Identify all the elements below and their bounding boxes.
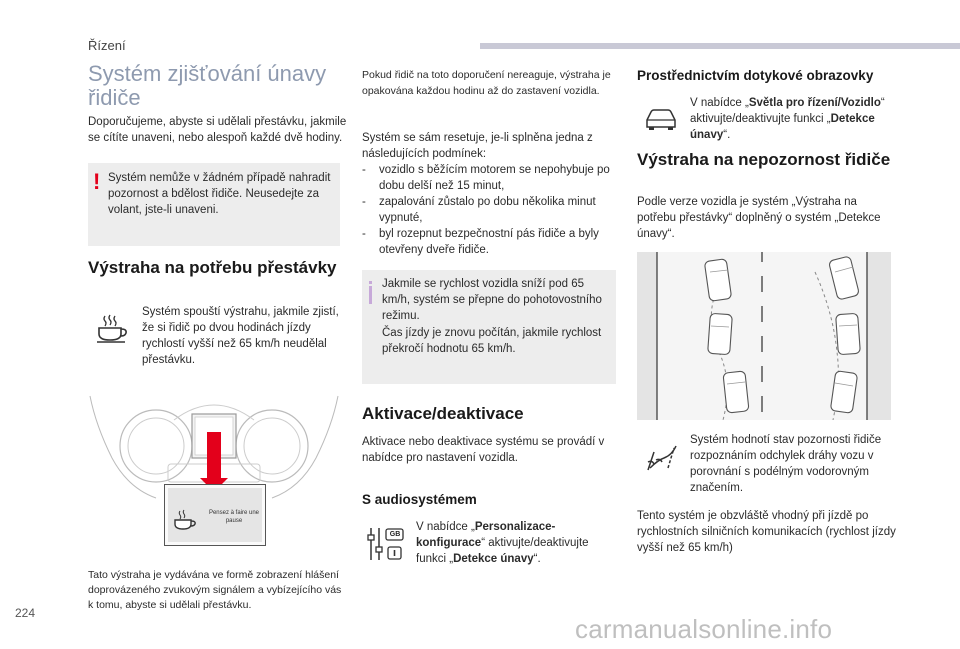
audio-menu-name: Personalizace-konfigurace <box>416 521 556 549</box>
coffee-cup-icon <box>96 312 130 349</box>
section-header: Řízení <box>88 38 126 53</box>
reset-intro: Systém se sám resetuje, je-li splněna jedna z následujících podmínek: <box>362 132 593 160</box>
audio-settings-icon <box>366 525 406 568</box>
vehicle-icon <box>644 106 678 137</box>
gb-badge: GB <box>389 531 401 538</box>
warning-box <box>88 163 340 246</box>
page-title: Systém zjišťování únavy řidiče <box>88 61 327 110</box>
list-item: - vozidlo s běžícím motorem se nepohybuje po dobu delší než 15 minut, <box>362 162 618 194</box>
activation-heading: Aktivace/deaktivace <box>362 404 524 423</box>
display-message-panel <box>164 484 266 546</box>
attention-text: Podle verze vozidla je systém „Výstraha na potřebu přestávky“ doplněný o systém „Detekce únavy“. <box>637 196 881 240</box>
break-heading: Výstraha na potřebu přestávky <box>88 258 337 277</box>
touchscreen-instructions: V nabídce „Světla pro řízení/Vozidlo“ aktivujte/deaktivujte funkci „Detekce únavy“. <box>690 97 885 141</box>
info-icon <box>369 286 372 304</box>
break-text: Systém spouští výstrahu, jakmile zjistí, že si řidič po dvou hodinách jízdy rychlostí vyšší než 65 km/h neudělal přestávku. <box>142 306 339 366</box>
display-message-text: Pensez à faire une pause <box>208 510 260 524</box>
lane-departure-illustration <box>637 252 891 420</box>
warning-text: Systém nemůže v žádném případě nahradit pozornost a bdělost řidiče. Neusedejte za volant, jste-li unaveni. <box>108 172 331 216</box>
audio-heading: S audiosystémem <box>362 492 477 507</box>
info-icon-dot <box>369 281 372 284</box>
warning-icon: ! <box>93 169 101 194</box>
info-text-2: Čas jízdy je znovu počítán, jakmile rychlost překročí hodnotu 65 km/h. <box>382 327 602 355</box>
page-number: 224 <box>15 606 36 620</box>
watermark: carmanualsonline.info <box>575 614 833 644</box>
illustration-caption: Tato výstraha je vydávána ve formě zobrazení hlášení doprovázeného zvukovým signálem a vybízejícího vás k tomu, abyste si udělali přestávku. <box>88 569 342 611</box>
lane-departure-icon <box>646 442 680 477</box>
audio-function-name: Detekce únavy <box>453 553 534 565</box>
suited-text: Tento systém je obzvláště vhodný při jízdě po rychlostních silničních komunikacích (rychlost jízdy vyšší než 65 km/h) <box>637 510 896 554</box>
info-box <box>362 270 616 384</box>
list-item: - byl rozepnut bezpečnostní pás řidiče a byly otevřeny dveře řidiče. <box>362 226 618 258</box>
list-item: - zapalování zůstalo po dobu několika minut vypnuté, <box>362 194 618 226</box>
monitor-text: Systém hodnotí stav pozornosti řidiče rozpoznáním odchylek dráhy vozu v porovnání s podélným vodorovným značením. <box>690 434 882 494</box>
touchscreen-menu-name: Světla pro řízení/Vozidlo <box>748 97 881 109</box>
info-text-1: Jakmile se rychlost vozidla sníží pod 65 km/h, systém se přepne do pohotovostního režimu. <box>382 278 602 322</box>
header-rule <box>480 43 960 49</box>
repeat-text: Pokud řidič na toto doporučení nereaguje, výstraha je opakována každou hodinu až do zastavení vozidla. <box>362 69 611 97</box>
coffee-cup-small-icon <box>173 509 199 536</box>
audio-instructions: V nabídce „Personalizace-konfigurace“ aktivujte/deaktivujte funkci „Detekce únavy“. <box>416 521 589 565</box>
reset-conditions-list <box>362 162 618 258</box>
dashboard-illustration <box>88 392 340 550</box>
intro-paragraph: Doporučujeme, abyste si udělali přestávku, jakmile se cítíte unaveni, nebo alespoň každé dvě hodiny. <box>88 116 347 144</box>
activation-text: Aktivace nebo deaktivace systému se provádí v nabídce pro nastavení vozidla. <box>362 436 605 464</box>
touchscreen-heading: Prostřednictvím dotykové obrazovky <box>637 68 874 83</box>
attention-heading: Výstraha na nepozornost řidiče <box>637 150 891 169</box>
touchscreen-function-name: Detekce únavy <box>690 113 875 141</box>
